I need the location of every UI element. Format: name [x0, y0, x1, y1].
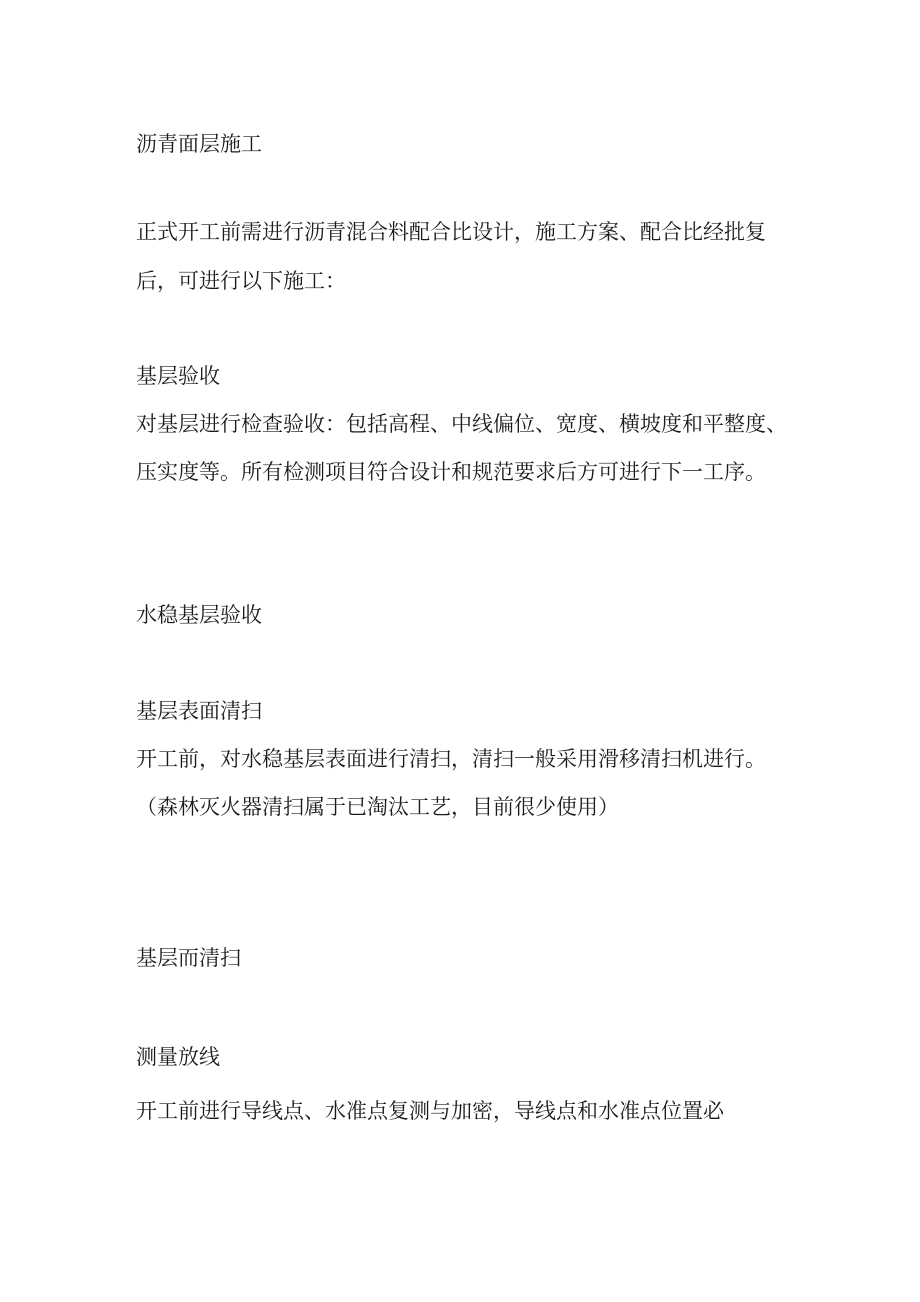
heading-survey: 测量放线: [136, 1045, 220, 1069]
surface-cleaning-line-1: 开工前，对水稳基层表面进行清扫，清扫一般采用滑移清扫机进行。: [136, 747, 766, 771]
base-acceptance-line-2: 压实度等。所有检测项目符合设计和规范要求后方可进行下一工序。: [136, 460, 766, 484]
intro-line-1: 正式开工前需进行沥青混合料配合比设计，施工方案、配合比经批复: [136, 220, 766, 244]
heading-water-stable: 水稳基层验收: [136, 603, 262, 627]
document-title: 沥青面层施工: [136, 132, 262, 156]
heading-base-cleaning: 基层而清扫: [136, 946, 241, 970]
intro-line-2: 后，可进行以下施工：: [136, 269, 346, 293]
surface-cleaning-line-2: （森林灭火器清扫属于已淘汰工艺，目前很少使用）: [136, 795, 619, 819]
survey-line-1: 开工前进行导线点、水准点复测与加密，导线点和水准点位置必: [136, 1099, 724, 1123]
heading-base-acceptance: 基层验收: [136, 364, 220, 388]
base-acceptance-line-1: 对基层进行检查验收：包括高程、中线偏位、宽度、横坡度和平整度、: [136, 412, 787, 436]
heading-surface-cleaning: 基层表面清扫: [136, 699, 262, 723]
